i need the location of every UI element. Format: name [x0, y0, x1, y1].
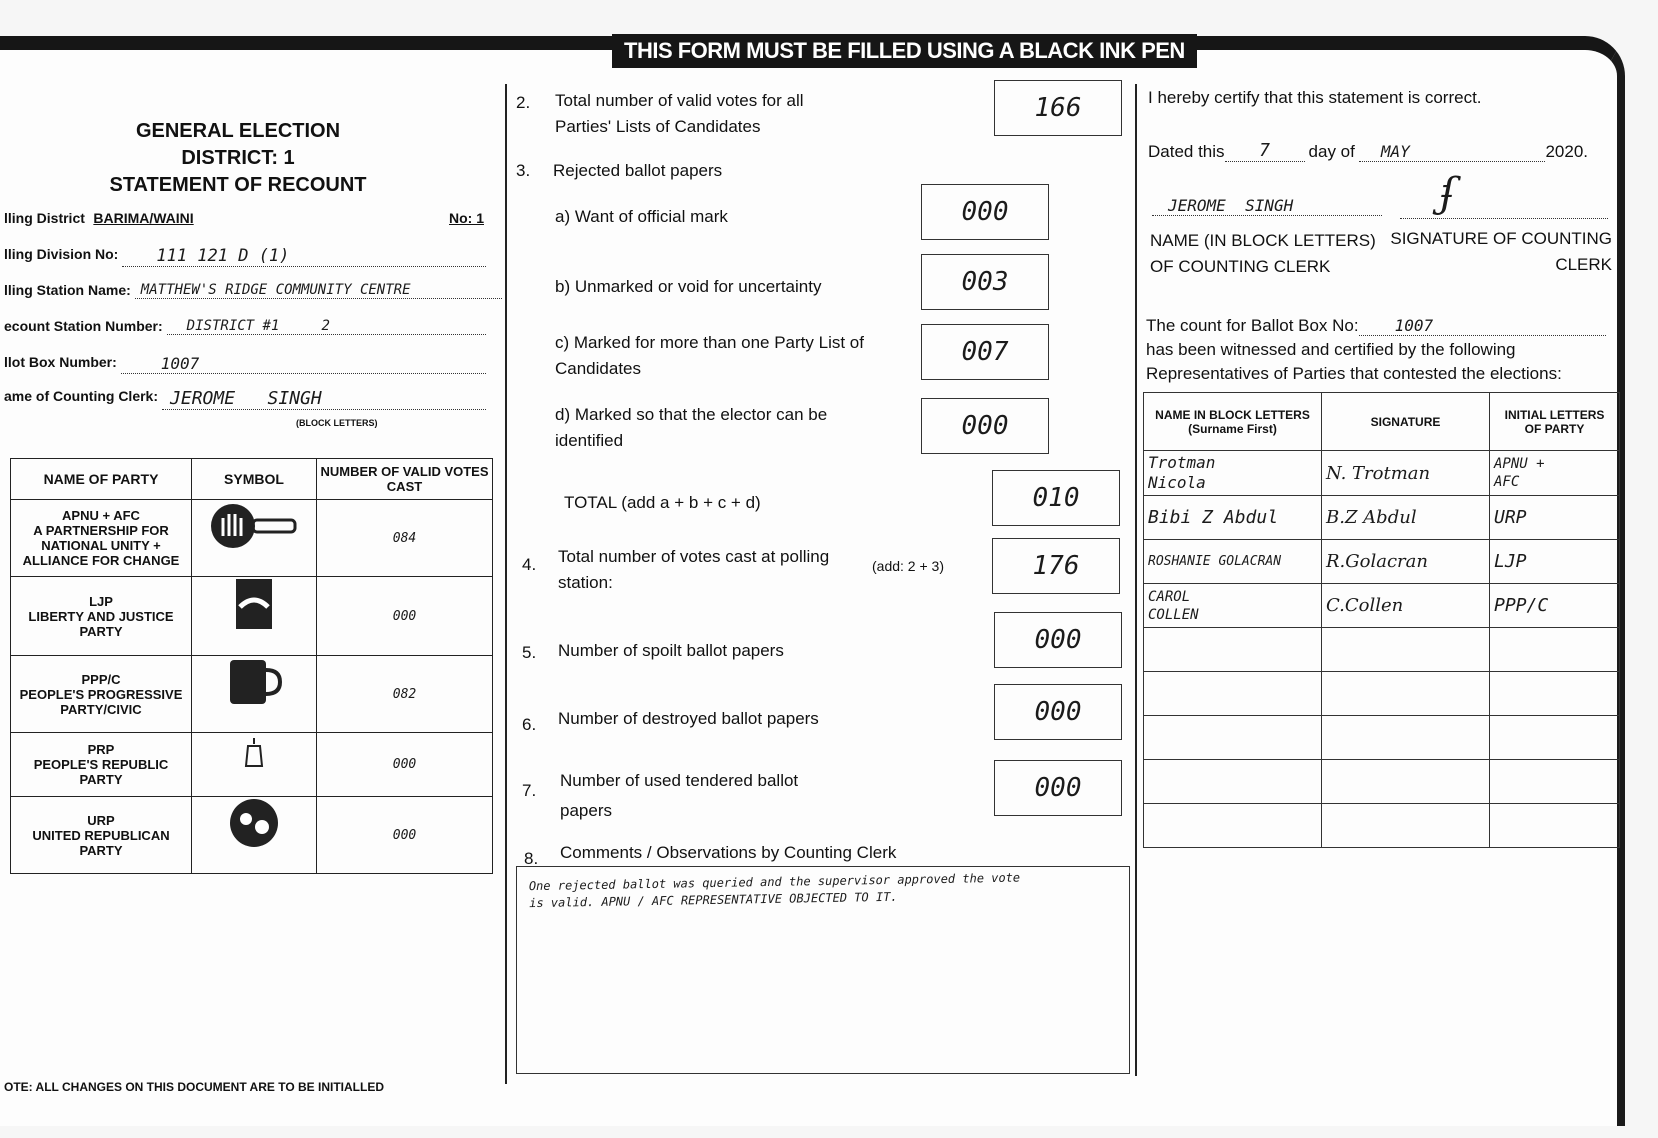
party-name: APNU + AFC A PARTNERSHIP FOR NATIONAL UNITY + ALLIANCE FOR CHANGE [11, 500, 192, 577]
table-row [1144, 584, 1620, 628]
rep-name [1144, 628, 1322, 672]
rep-name [1144, 672, 1322, 716]
reps-table-header [1144, 393, 1620, 451]
q8-number: 8. [524, 849, 539, 868]
counting-clerk-label: ame of Counting Clerk: [4, 388, 159, 404]
rep-signature [1322, 628, 1490, 672]
rep-name: Bibi Z Abdul [1144, 496, 1322, 540]
q3-number: 3. [516, 161, 531, 180]
table-row [11, 733, 493, 797]
dated-day: 7 [1225, 140, 1305, 162]
rep-signature [1322, 760, 1490, 804]
polling-district-value: BARIMA/WAINI [93, 210, 194, 226]
party-table-header [11, 459, 493, 500]
q2-value-box: 166 [994, 80, 1122, 136]
ballot-box-row [4, 354, 486, 374]
party-votes: 000 [317, 797, 493, 874]
certify-text: I hereby certify that this statement is correct. [1148, 88, 1482, 107]
form-title [68, 118, 408, 199]
header-name-of-party: NAME OF PARTY [11, 459, 192, 500]
q6-value-box: 000 [994, 684, 1122, 740]
q7-text: Number of used tendered ballot papers [560, 771, 799, 820]
rep-party: APNU + AFC [1490, 451, 1620, 496]
header-rep-signature: SIGNATURE [1322, 393, 1490, 451]
rep-name: ROSHANIE GOLACRAN [1144, 540, 1322, 584]
cow-icon [192, 797, 317, 874]
party-votes: 082 [317, 656, 493, 733]
q4-value-box: 176 [992, 538, 1120, 594]
q7-number: 7. [522, 781, 537, 800]
party-votes-table [10, 458, 493, 874]
q3d-text: d) Marked so that the elector can be identified [555, 405, 828, 450]
header-symbol: SYMBOL [192, 459, 317, 500]
polling-division-value: 111 121 D (1) [122, 246, 486, 267]
block-letters-note: (BLOCK LETTERS) [296, 418, 378, 428]
handshake-icon [192, 577, 317, 656]
recount-station-label: ecount Station Number: [4, 318, 163, 334]
table-row [11, 656, 493, 733]
column-divider-left [505, 84, 507, 1084]
dated-month: MAY [1359, 142, 1546, 162]
q3d-value-box: 000 [921, 398, 1049, 454]
polling-district-no: No: 1 [449, 210, 484, 226]
rep-party: LJP [1490, 540, 1620, 584]
title-line-3: STATEMENT OF RECOUNT [109, 174, 367, 196]
rep-name [1144, 760, 1322, 804]
header-valid-votes: NUMBER OF VALID VOTES CAST [317, 459, 493, 500]
table-row [1144, 672, 1620, 716]
q8-text: Comments / Observations by Counting Clerk [560, 843, 897, 862]
q3c-value-box: 007 [921, 324, 1049, 380]
rep-name: CAROL COLLEN [1144, 584, 1322, 628]
rep-party: URP [1490, 496, 1620, 540]
polling-station-row [4, 282, 502, 299]
hand-key-icon [192, 500, 317, 577]
clerk-name-field: JEROME SINGH [1152, 196, 1382, 216]
recount-station-row [4, 318, 486, 335]
party-name: PPP/C PEOPLE'S PROGRESSIVE PARTY/CIVIC [11, 656, 192, 733]
counting-clerk-value: JEROME SINGH [162, 388, 486, 410]
rep-signature [1322, 716, 1490, 760]
q4-number: 4. [522, 555, 537, 574]
rep-signature: C.Collen [1322, 584, 1490, 628]
clerk-name-label: NAME (IN BLOCK LETTERS) OF COUNTING CLERK [1150, 231, 1376, 276]
q6-text: Number of destroyed ballot papers [558, 709, 819, 728]
rep-party [1490, 716, 1620, 760]
table-row [1144, 496, 1620, 540]
comment-text: One rejected ballot was queried and the supervisor approved the vote is valid. APNU / AFC REPRESENTATIVE OBJECTED TO IT. [528, 870, 1021, 911]
representatives-table [1143, 392, 1620, 848]
rep-signature [1322, 804, 1490, 848]
ballot-box-label: llot Box Number: [4, 354, 117, 370]
q5-text: Number of spoilt ballot papers [558, 641, 784, 660]
witness-line-2: Representatives of Parties that contested the elections: [1146, 364, 1562, 383]
total-value-box: 010 [992, 470, 1120, 526]
recount-station-value: DISTRICT #1 2 [167, 318, 486, 335]
polling-district-row [4, 210, 484, 228]
rep-signature: B.Z Abdul [1322, 496, 1490, 540]
footer-note: OTE: ALL CHANGES ON THIS DOCUMENT ARE TO BE INITIALLED [4, 1080, 385, 1094]
q4-add-note: (add: 2 + 3) [872, 558, 944, 574]
header-rep-party: INITIAL LETTERS OF PARTY [1490, 393, 1620, 451]
rep-signature: N. Trotman [1322, 451, 1490, 496]
table-row [1144, 628, 1620, 672]
counting-clerk-row [4, 388, 486, 410]
count-value: 1007 [1359, 316, 1606, 336]
rep-name [1144, 716, 1322, 760]
rep-party: PPP/C [1490, 584, 1620, 628]
party-votes: 084 [317, 500, 493, 577]
dated-row [1148, 140, 1588, 162]
comments-box [516, 866, 1130, 1074]
q5-number: 5. [522, 643, 537, 662]
table-row [11, 500, 493, 577]
rep-party [1490, 760, 1620, 804]
q3a-value-box: 000 [921, 184, 1049, 240]
q6-number: 6. [522, 715, 537, 734]
rep-name [1144, 804, 1322, 848]
party-name: PRP PEOPLE'S REPUBLIC PARTY [11, 733, 192, 797]
clerk-signature-label: SIGNATURE OF COUNTING CLERK [1390, 229, 1612, 274]
count-label: The count for Ballot Box No: [1146, 316, 1359, 335]
q3-text: Rejected ballot papers [553, 161, 723, 180]
dated-day-of: day of [1308, 142, 1355, 161]
rep-party [1490, 628, 1620, 672]
party-votes: 000 [317, 577, 493, 656]
polling-division-label: lling Division No: [4, 246, 119, 262]
party-votes: 000 [317, 733, 493, 797]
polling-station-label: lling Station Name: [4, 282, 131, 298]
form-banner: THIS FORM MUST BE FILLED USING A BLACK INK PEN [612, 34, 1197, 68]
q3c-text: c) Marked for more than one Party List of Candidates [555, 333, 864, 378]
q2-text: Total number of valid votes for all Parties' Lists of Candidates [555, 91, 804, 136]
q3a-text: a) Want of official mark [555, 207, 728, 226]
q3b-text: b) Unmarked or void for uncertainty [555, 277, 822, 296]
q7-value-box: 000 [994, 760, 1122, 816]
clerk-signature-mark: ʄ [1440, 170, 1455, 216]
total-text: TOTAL (add a + b + c + d) [564, 493, 761, 512]
party-name: LJP LIBERTY AND JUSTICE PARTY [11, 577, 192, 656]
table-row [1144, 451, 1620, 496]
q2-number: 2. [516, 93, 531, 112]
dated-year: 2020. [1545, 142, 1588, 161]
table-row [1144, 716, 1620, 760]
column-divider-right [1135, 84, 1137, 1076]
party-name: URP UNITED REPUBLICAN PARTY [11, 797, 192, 874]
table-row [11, 797, 493, 874]
q4-text: Total number of votes cast at polling station: [558, 547, 830, 592]
ballot-box-value: 1007 [121, 354, 486, 374]
witness-line-1: has been witnessed and certified by the following [1146, 340, 1516, 359]
header-rep-name: NAME IN BLOCK LETTERS (Surname First) [1144, 393, 1322, 451]
polling-division-row [4, 246, 486, 267]
polling-station-value: MATTHEW'S RIDGE COMMUNITY CENTRE [135, 282, 502, 299]
table-row [11, 577, 493, 656]
table-row [1144, 540, 1620, 584]
rep-party [1490, 804, 1620, 848]
q5-value-box: 000 [994, 612, 1122, 668]
cup-icon [192, 656, 317, 733]
title-line-1: GENERAL ELECTION [135, 120, 341, 142]
rep-name: Trotman Nicola [1144, 451, 1322, 496]
dated-prefix: Dated this [1148, 142, 1225, 161]
rep-signature [1322, 672, 1490, 716]
polling-district-label: lling District [4, 210, 85, 226]
clerk-signature-line [1400, 218, 1608, 219]
q3b-value-box: 003 [921, 254, 1049, 310]
table-row [1144, 804, 1620, 848]
rep-signature: R.Golacran [1322, 540, 1490, 584]
rep-party [1490, 672, 1620, 716]
count-row [1146, 316, 1606, 336]
table-row [1144, 760, 1620, 804]
title-line-2: DISTRICT: 1 [181, 147, 295, 169]
lamp-icon [192, 733, 317, 797]
